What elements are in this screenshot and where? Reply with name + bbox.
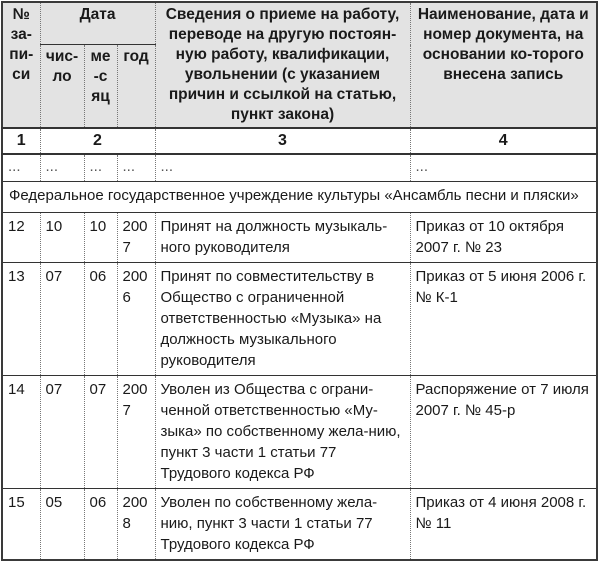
record-info: Принят по совместительству в Общество с ограниченной ответственностью «Музыка» на должность музыкального руководителя [155, 263, 410, 376]
record-month: 10 [84, 213, 117, 263]
ellipsis-cell: ... [40, 154, 84, 182]
record-day: 10 [40, 213, 84, 263]
column-number-3: 3 [155, 128, 410, 154]
record-year: 2008 [117, 489, 155, 561]
header-day: чис-ло [40, 45, 84, 129]
record-info: Принят на должность музыкаль-ного руководителя [155, 213, 410, 263]
header-date-group: Дата [40, 2, 155, 45]
record-no: 13 [2, 263, 40, 376]
column-number-row [2, 128, 597, 154]
record-month: 06 [84, 489, 117, 561]
table-row [2, 213, 597, 263]
record-no: 12 [2, 213, 40, 263]
ellipsis-cell: ... [155, 154, 410, 182]
record-month: 06 [84, 263, 117, 376]
organization-row [2, 182, 597, 213]
work-record-table [1, 1, 598, 561]
record-document: Приказ от 4 июня 2008 г. № 11 [410, 489, 597, 561]
record-day: 07 [40, 263, 84, 376]
ellipsis-cell: ... [117, 154, 155, 182]
record-no: 14 [2, 376, 40, 489]
header-info: Сведения о приеме на работу, переводе на другую постоян-ную работу, квалификации, увольнении (с указанием причин и ссылкой на статью, пункт закона) [155, 2, 410, 128]
ellipsis-cell: ... [410, 154, 597, 182]
ellipsis-cell: ... [2, 154, 40, 182]
record-document: Приказ от 10 октября 2007 г. № 23 [410, 213, 597, 263]
header-year: год [117, 45, 155, 129]
table-row [2, 263, 597, 376]
header-record-no [2, 2, 40, 128]
ellipsis-row [2, 154, 597, 182]
header-record-no-text: № за-пи-си [9, 6, 34, 83]
column-number-4: 4 [410, 128, 597, 154]
header-document: Наименование, дата и номер документа, на основании ко-торого внесена запись [410, 2, 597, 128]
record-year: 2006 [117, 263, 155, 376]
record-day: 05 [40, 489, 84, 561]
record-document: Распоряжение от 7 июля 2007 г. № 45-р [410, 376, 597, 489]
record-document: Приказ от 5 июня 2006 г. № К-1 [410, 263, 597, 376]
column-number-2: 2 [40, 128, 155, 154]
ellipsis-cell: ... [84, 154, 117, 182]
column-number-1: 1 [2, 128, 40, 154]
header-month: ме-сяц [84, 45, 117, 129]
table-row [2, 489, 597, 561]
record-month: 07 [84, 376, 117, 489]
record-no: 15 [2, 489, 40, 561]
table-row [2, 376, 597, 489]
table-header [2, 2, 597, 128]
organization-name: Федеральное государственное учреждение культуры «Ансамбль песни и пляски» [2, 182, 597, 213]
record-info: Уволен из Общества с ограни-ченной ответственностью «Му-зыка» по собственному жела-нию, пункт 3 части 1 статьи 77 Трудового кодекса РФ [155, 376, 410, 489]
record-year: 2007 [117, 213, 155, 263]
record-day: 07 [40, 376, 84, 489]
record-year: 2007 [117, 376, 155, 489]
record-info: Уволен по собственному жела-нию, пункт 3 части 1 статьи 77 Трудового кодекса РФ [155, 489, 410, 561]
